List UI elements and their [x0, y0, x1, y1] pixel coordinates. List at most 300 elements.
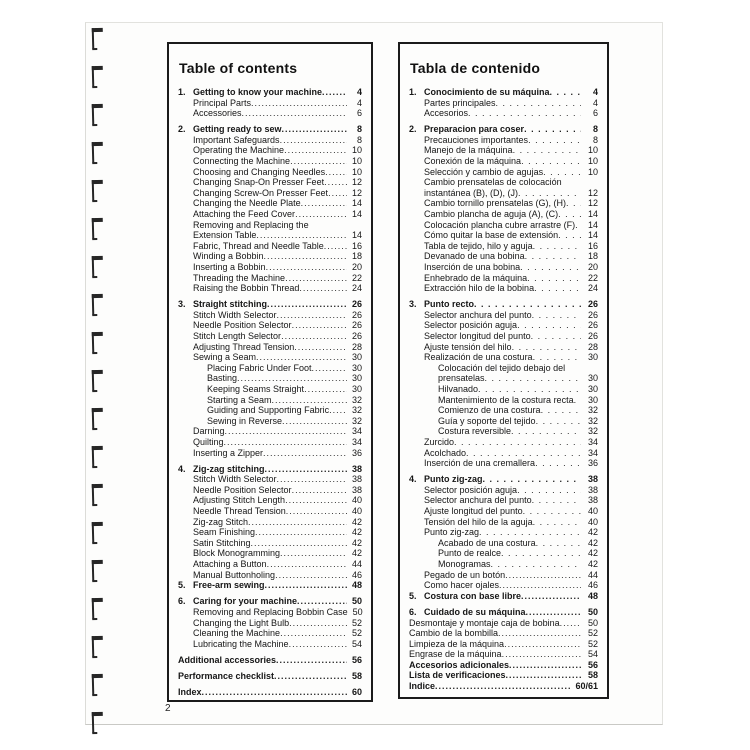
toc-item	[178, 639, 362, 650]
toc-item-page: 30	[587, 394, 598, 405]
toc-item	[178, 448, 362, 459]
toc-item-label: Cómo quitar la base de extensión	[424, 230, 559, 241]
toc-item	[178, 464, 362, 475]
toc-item-label: Needle Position Selector	[193, 320, 292, 331]
toc-item-page: 60/61	[575, 681, 598, 692]
toc-item-page: 28	[351, 341, 362, 352]
toc-item	[178, 485, 362, 496]
toc-item	[178, 145, 362, 156]
toc-item-label: Connecting the Machine	[193, 156, 291, 167]
toc-item-label: Starting a Seam	[207, 394, 272, 405]
toc-item-page: 30	[587, 352, 598, 363]
dot-leader	[454, 437, 581, 448]
dot-leader	[528, 135, 581, 146]
dot-leader	[533, 352, 581, 363]
toc-item-label: Sewing a Seam	[193, 352, 257, 363]
toc-item	[178, 299, 362, 310]
toc-item-label: Cambio prensatelas de colocación	[424, 177, 562, 188]
toc-item-page: 52	[351, 628, 362, 639]
toc-item-page: 10	[351, 156, 362, 167]
toc-item	[178, 405, 362, 416]
toc-item-label: Needle Position Selector	[193, 484, 292, 495]
toc-item-number: 5.	[409, 590, 417, 601]
toc-item-page: 32	[351, 415, 362, 426]
dot-leader	[282, 416, 347, 427]
toc-item-label: Guía y soporte del tejido	[438, 415, 536, 426]
toc-item-number: 4.	[178, 463, 186, 474]
dot-leader	[322, 87, 347, 98]
toc-item	[178, 416, 362, 427]
dot-leader	[248, 517, 347, 528]
toc-item	[409, 384, 598, 395]
toc-item-label: Tabla de tejido, hilo y aguja	[424, 240, 533, 251]
toc-item	[178, 87, 362, 98]
toc-item-page: 20	[351, 262, 362, 272]
toc-item-page: 24	[587, 283, 598, 294]
toc-item	[178, 310, 362, 321]
toc-item	[178, 177, 362, 188]
toc-item-label: Stitch Width Selector	[193, 309, 277, 320]
dot-leader	[521, 591, 581, 602]
dot-leader	[524, 124, 581, 135]
toc-item	[409, 177, 598, 188]
dot-leader	[237, 373, 347, 384]
toc-item	[178, 384, 362, 395]
dot-leader	[324, 177, 347, 188]
toc-item-label: Raising the Bobbin Thread	[193, 283, 300, 294]
toc-item-page: 26	[587, 309, 598, 320]
toc-item-page: 42	[587, 548, 598, 559]
toc-item	[178, 527, 362, 538]
toc-item-page: 40	[587, 516, 598, 527]
toc-item-label: Acabado de una costura	[438, 537, 536, 548]
toc-english	[167, 42, 373, 702]
toc-item-label: Satin Stitching	[193, 537, 251, 548]
toc-item-label: Changing Snap-On Presser Feet	[193, 177, 325, 188]
toc-item	[409, 660, 598, 671]
toc-item-page: 30	[587, 384, 598, 395]
toc-item-page: 14	[351, 198, 362, 209]
toc-item-page: 44	[587, 569, 598, 580]
toc-item	[178, 580, 362, 591]
dot-leader	[498, 628, 581, 639]
toc-item-label: Cambio plancha de aguja (A), (C)	[424, 209, 559, 220]
toc-spanish	[398, 42, 609, 699]
toc-item-page: 10	[351, 145, 362, 156]
binding-hook-icon	[92, 256, 104, 277]
toc-item-page: 58	[351, 670, 362, 681]
toc-item	[409, 87, 598, 98]
binding-hook-icon	[92, 66, 104, 87]
dot-leader	[280, 548, 347, 559]
toc-item-label: Ajuste tensión del hilo	[424, 341, 512, 352]
toc-item-label: Attaching a Button	[193, 559, 267, 570]
toc-item-page: 10	[587, 145, 598, 156]
dot-leader	[255, 527, 347, 538]
toc-item-label: Lista de verificaciones	[409, 670, 506, 681]
toc-spanish-inner	[400, 60, 607, 692]
dot-leader	[534, 283, 581, 294]
toc-item-page: 22	[587, 272, 598, 283]
toc-item-label: Important Safeguards	[193, 134, 280, 145]
toc-item	[409, 188, 598, 199]
toc-item	[178, 262, 362, 273]
toc-item	[178, 273, 362, 284]
toc-item	[409, 527, 598, 538]
toc-english-inner	[169, 60, 371, 698]
toc-item-label: Additional accessories	[178, 654, 277, 665]
toc-item-page: 34	[351, 426, 362, 437]
toc-item-page: 8	[592, 134, 598, 145]
dot-leader	[265, 464, 348, 475]
toc-item-page: 42	[587, 527, 598, 538]
toc-item-label: Como hacer ojales	[424, 580, 500, 591]
toc-item	[178, 538, 362, 549]
toc-item	[178, 687, 362, 698]
toc-item-label: Costura reversible	[438, 426, 512, 437]
toc-item-label: Removing and Replacing Bobbin Case	[193, 606, 348, 617]
dot-leader	[289, 639, 347, 650]
toc-item	[409, 639, 598, 650]
toc-item	[409, 241, 598, 252]
toc-item	[409, 198, 598, 209]
dot-leader	[532, 310, 581, 321]
toc-item-number: 6.	[409, 606, 417, 617]
toc-item-label: Threading the Machine	[193, 272, 286, 283]
toc-item-page: 22	[351, 272, 362, 283]
toc-item-page: 26	[351, 299, 362, 310]
toc-english-title: Table of contents	[179, 60, 298, 76]
binding-hook-icon	[92, 332, 104, 353]
toc-item	[409, 416, 598, 427]
toc-item	[409, 517, 598, 528]
toc-item	[409, 607, 598, 618]
toc-item-page: 42	[351, 548, 362, 559]
toc-item-page: 40	[587, 506, 598, 517]
toc-item-page: 54	[587, 649, 598, 660]
toc-item-page: 52	[587, 638, 598, 649]
toc-item-page: 32	[351, 394, 362, 405]
toc-item-page: 6	[356, 108, 362, 119]
toc-item-label: Darning	[193, 426, 225, 437]
toc-item-page: 12	[587, 198, 598, 209]
toc-item-page: 4	[356, 97, 362, 108]
dot-leader	[533, 241, 581, 252]
dot-leader	[526, 607, 581, 618]
toc-item-page: 24	[351, 283, 362, 294]
toc-item-label: instantánea (B), (D), (J)	[424, 187, 519, 198]
toc-item	[409, 559, 598, 570]
toc-item	[178, 108, 362, 119]
toc-item-page: 4	[356, 87, 362, 97]
toc-item-number: 2.	[409, 124, 417, 135]
toc-item	[409, 342, 598, 353]
dot-leader	[324, 241, 347, 252]
dot-leader	[225, 426, 347, 437]
dot-leader	[517, 320, 581, 331]
toc-item-label: Changing the Needle Plate	[193, 198, 301, 209]
toc-item	[409, 670, 598, 681]
dot-leader	[535, 458, 581, 469]
page-number: 2	[165, 703, 171, 714]
toc-item-page: 4	[592, 87, 598, 97]
toc-item-label: Preparacion para coser	[424, 124, 525, 135]
dot-leader	[511, 426, 581, 437]
toc-item-page: 16	[351, 240, 362, 251]
toc-item-label: Seam Finishing	[193, 527, 256, 538]
toc-item-page: 10	[351, 166, 362, 177]
dot-leader	[531, 331, 581, 342]
toc-item	[409, 310, 598, 321]
toc-item-label: Guiding and Supporting Fabric	[207, 405, 330, 416]
toc-item-number: 3.	[409, 299, 417, 310]
dot-leader	[242, 108, 347, 119]
toc-item	[409, 395, 598, 406]
toc-item-label: prensatelas	[438, 373, 485, 384]
toc-item-label: Colocación del tejido debajo del	[438, 362, 566, 373]
toc-item	[178, 283, 362, 294]
toc-item-page: 38	[587, 484, 598, 495]
toc-item	[178, 156, 362, 167]
toc-item	[178, 241, 362, 252]
toc-item-label: Zig-zag Stitch	[193, 516, 249, 527]
binding-hook-icon	[92, 370, 104, 391]
toc-item-label: Inserción de una bobina	[424, 262, 521, 272]
toc-item-page: 42	[351, 527, 362, 538]
dot-leader	[474, 299, 581, 310]
toc-item	[178, 320, 362, 331]
dot-leader	[536, 538, 581, 549]
binding-hook-icon	[92, 712, 104, 733]
toc-item	[178, 671, 362, 682]
dot-leader	[280, 628, 347, 639]
toc-item-page: 30	[351, 362, 362, 373]
toc-item-label: Punto zig-zag	[424, 527, 480, 538]
toc-item-page: 32	[587, 405, 598, 416]
dot-leader	[251, 98, 347, 109]
toc-item	[178, 517, 362, 528]
dot-leader	[202, 687, 347, 698]
toc-item-label: Costura con base libre	[424, 590, 522, 601]
dot-leader	[435, 681, 571, 692]
toc-item-label: Cambio de la bombilla	[409, 628, 499, 639]
toc-item-page: 32	[587, 415, 598, 426]
toc-item	[409, 331, 598, 342]
toc-item-page: 44	[351, 559, 362, 570]
toc-item	[178, 251, 362, 262]
dot-leader	[281, 331, 347, 342]
dot-leader	[558, 209, 581, 220]
dot-leader	[251, 538, 347, 549]
toc-item	[409, 352, 598, 363]
toc-item	[409, 230, 598, 241]
dot-leader	[509, 660, 581, 671]
toc-item	[409, 124, 598, 135]
toc-spanish-items	[409, 87, 598, 692]
toc-item	[178, 135, 362, 146]
toc-item	[178, 363, 362, 374]
toc-item	[178, 209, 362, 220]
toc-item	[409, 426, 598, 437]
toc-item-label: Removing and Replacing the	[193, 219, 309, 230]
toc-item	[409, 405, 598, 416]
toc-item-page: 38	[351, 474, 362, 485]
toc-item-label: Enhebrado de la máquina	[424, 272, 528, 283]
toc-item-page: 8	[592, 124, 598, 135]
toc-item	[178, 124, 362, 135]
toc-item-label: Limpieza de la máquina	[409, 638, 505, 649]
toc-item-page: 40	[351, 506, 362, 517]
toc-item	[178, 655, 362, 666]
toc-item	[178, 570, 362, 581]
dot-leader	[289, 618, 347, 629]
binding-hook-icon	[92, 180, 104, 201]
toc-item-label: Keeping Seams Straight	[207, 384, 305, 395]
toc-item-label: Cuidado de su máquina	[424, 606, 526, 617]
dot-leader	[284, 145, 347, 156]
dot-leader	[536, 416, 581, 427]
toc-item-label: Getting ready to sew	[193, 124, 282, 135]
dot-leader	[502, 649, 581, 660]
toc-item	[409, 628, 598, 639]
toc-item-label: Engrase de la máquina	[409, 649, 502, 660]
toc-item-label: Realización de una costura	[424, 352, 533, 363]
toc-item-label: Adjusting Stitch Length	[193, 495, 286, 506]
binding-hook-icon	[92, 446, 104, 467]
toc-item	[178, 559, 362, 570]
toc-item-page: 18	[587, 251, 598, 262]
toc-item	[409, 474, 598, 485]
toc-english-items	[178, 87, 362, 698]
dot-leader	[566, 198, 581, 209]
toc-item-page: 26	[587, 320, 598, 331]
toc-item-number: 2.	[178, 124, 186, 135]
toc-item	[409, 262, 598, 273]
toc-item-page: 12	[351, 177, 362, 188]
toc-item	[409, 373, 598, 384]
toc-item-label: Accesorios	[424, 108, 469, 119]
toc-item	[178, 342, 362, 353]
toc-item-page: 38	[587, 495, 598, 506]
toc-item-page: 26	[351, 331, 362, 342]
toc-item	[409, 220, 598, 231]
toc-item-label: Extracción hilo de la bobina	[424, 283, 535, 294]
toc-item-number: 4.	[409, 474, 417, 485]
toc-item-label: Straight stitching	[193, 299, 267, 310]
binding-hook-icon	[92, 522, 104, 543]
dot-leader	[272, 395, 347, 406]
toc-item-label: Fabric, Thread and Needle Table	[193, 240, 324, 251]
toc-item-label: Partes principales	[424, 97, 496, 108]
toc-item-label: Cleaning the Machine	[193, 628, 281, 639]
toc-item	[409, 649, 598, 660]
toc-item	[409, 283, 598, 294]
toc-item	[409, 591, 598, 602]
toc-item-label: Zurcido	[424, 437, 455, 447]
toc-item-label: Sewing in Reverse	[207, 415, 283, 426]
toc-item	[409, 580, 598, 591]
toc-item-page: 32	[351, 405, 362, 416]
binding-hook-icon	[92, 484, 104, 505]
toc-item-label: Conocimiento de su máquina	[424, 87, 550, 97]
toc-item-label: Attaching the Feed Cover	[193, 209, 296, 220]
toc-item-label: Hilvanado	[438, 384, 479, 395]
toc-item	[409, 209, 598, 220]
dot-leader	[277, 310, 347, 321]
toc-item-page: 30	[351, 384, 362, 395]
dot-leader	[504, 639, 581, 650]
toc-item	[409, 145, 598, 156]
toc-item-label: Cambio tornillo prensatelas (G), (H)	[424, 198, 567, 209]
toc-item-page: 14	[587, 219, 598, 230]
dot-leader	[505, 570, 581, 581]
binding-hook-icon	[92, 408, 104, 429]
dot-leader	[521, 156, 581, 167]
toc-item-page: 8	[356, 124, 362, 135]
toc-item-page: 12	[351, 187, 362, 198]
toc-item-label: Selector anchura del punto	[424, 309, 532, 320]
dot-leader	[277, 474, 347, 485]
toc-item-page: 14	[587, 209, 598, 220]
toc-item-label: Accesorios adicionales	[409, 659, 510, 670]
toc-item-label: Inserting a Zipper	[193, 447, 264, 458]
toc-item-page: 50	[587, 617, 598, 628]
toc-spanish-title: Tabla de contenido	[410, 60, 541, 76]
toc-item-page: 18	[351, 251, 362, 262]
dot-leader	[541, 405, 581, 416]
toc-item-label: Conexión de la máquina	[424, 156, 522, 167]
toc-item-label: Placing Fabric Under Foot	[207, 362, 312, 373]
toc-item	[178, 98, 362, 109]
toc-item-page: 38	[351, 463, 362, 474]
toc-item-page: 26	[351, 309, 362, 320]
toc-item-label: Inserción de una cremallera	[424, 458, 536, 469]
toc-item	[178, 548, 362, 559]
toc-item-number: 1.	[178, 87, 186, 97]
binding-hook-icon	[92, 598, 104, 619]
toc-item	[178, 220, 362, 231]
toc-item-page: 36	[587, 458, 598, 469]
toc-item	[178, 167, 362, 178]
toc-item-label: Desmontaje y montaje caja de bobina	[409, 617, 560, 628]
toc-item-label: Punto de realce	[438, 548, 502, 559]
toc-item-label: Operating the Machine	[193, 145, 285, 156]
toc-item-page: 32	[587, 426, 598, 437]
toc-item-label: Indice	[409, 681, 436, 692]
dot-leader	[550, 87, 581, 98]
toc-item	[178, 373, 362, 384]
dot-leader	[485, 373, 581, 384]
toc-item-page: 42	[587, 559, 598, 570]
dot-leader	[533, 517, 581, 528]
toc-item-page: 34	[587, 437, 598, 447]
dot-leader	[267, 299, 347, 310]
toc-item-label: Quilting	[193, 437, 224, 447]
toc-item-number: 6.	[178, 596, 186, 607]
toc-item-label: Tensión del hilo de la aguja	[424, 516, 533, 527]
toc-item-label: Principal Parts	[193, 97, 252, 108]
toc-item-label: Zig-zag stitching	[193, 463, 265, 474]
toc-item	[409, 167, 598, 178]
toc-item-label: Block Monogramming	[193, 548, 281, 559]
toc-item	[178, 198, 362, 209]
toc-item	[409, 320, 598, 331]
dot-leader	[532, 495, 581, 506]
toc-item-number: 5.	[178, 580, 186, 591]
toc-item	[409, 495, 598, 506]
dot-leader	[292, 320, 347, 331]
toc-item-label: Adjusting Thread Tension	[193, 341, 295, 352]
